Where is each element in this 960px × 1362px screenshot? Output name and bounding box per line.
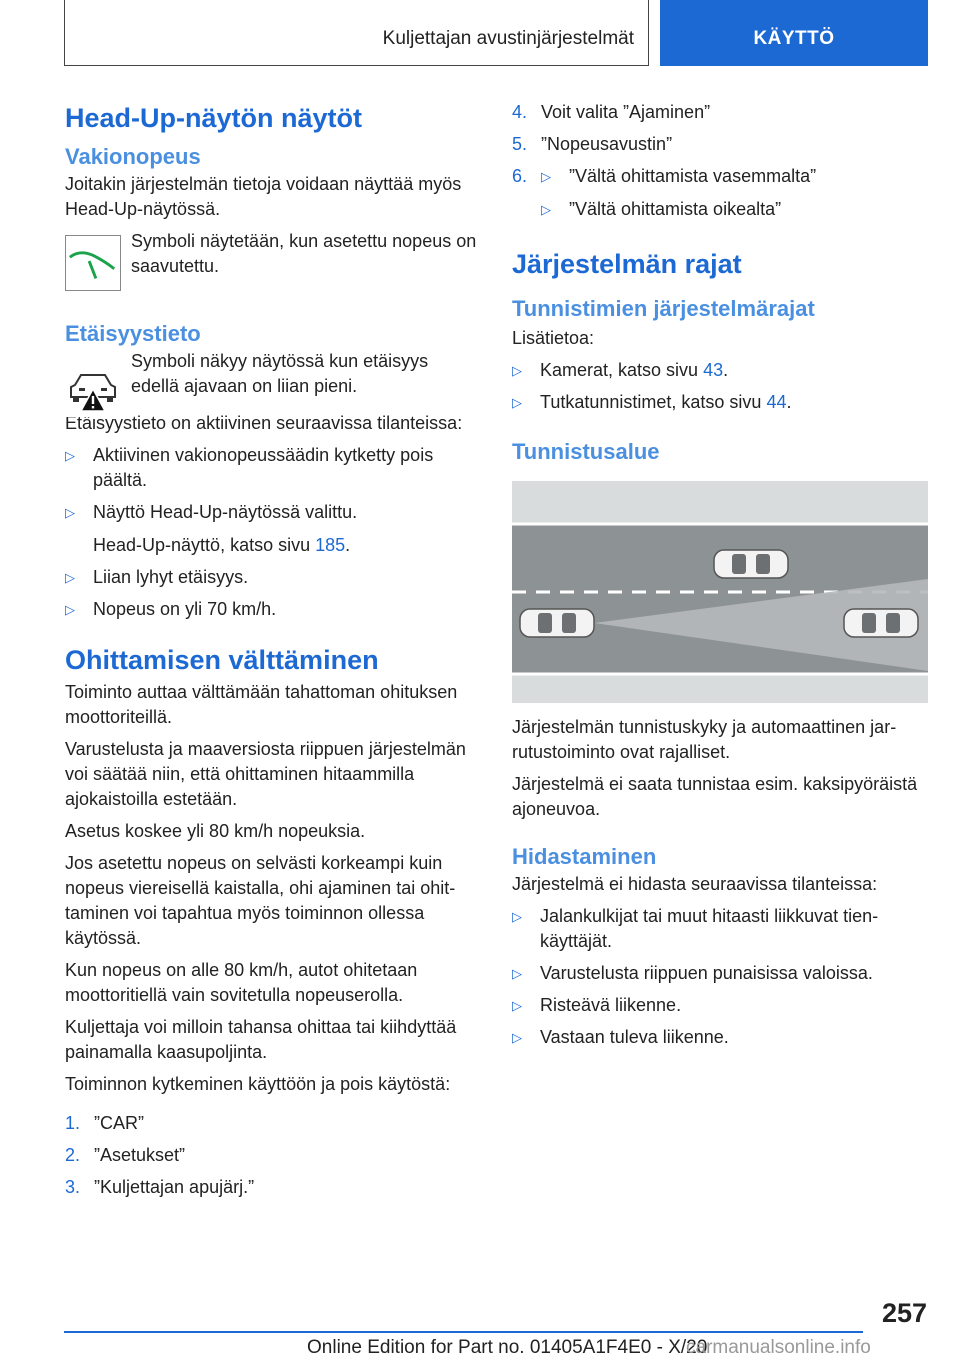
para-speed: Joitakin järjestelmän tietoja voidaan näyttää myös Head-Up-näytössä.	[65, 174, 462, 219]
step-item: 5. ”Nopeusavustin”	[512, 134, 673, 154]
bullet-icon: ▷	[65, 570, 75, 585]
footer-divider	[64, 1331, 863, 1333]
step-item: 2. ”Asetukset”	[65, 1145, 186, 1165]
section-title: KÄYTTÖ	[753, 28, 835, 49]
para-range-1: Järjestelmän tunnistuskyky ja automaattinen jarrutustoiminto ovat rajalliset.	[512, 717, 897, 762]
watermark: carmanualsonline.info	[686, 1337, 871, 1358]
bullet-icon: ▷	[541, 202, 551, 217]
bullet-icon: ▷	[512, 395, 522, 410]
symbol-speed-text: Symboli näytetään, kun asetettu nopeus on saavutettu.	[131, 231, 477, 276]
para-brake: Järjestelmä ei hidasta seuraavissa tilanteissa:	[512, 874, 878, 894]
steps-right	[512, 100, 930, 222]
distance-conditions	[65, 443, 480, 622]
detection-range-illustration	[512, 481, 928, 703]
bullet-icon: ▷	[65, 448, 75, 463]
symbol-speed	[65, 229, 480, 279]
page-link[interactable]: 185	[315, 535, 346, 555]
para-overtake-5: Kun nopeus on alle 80 km/h, autot ohitetaan moottoritiellä vain sovitetulla nopeuserolla.	[65, 960, 418, 1005]
step-item: 1. ”CAR”	[65, 1113, 144, 1133]
heading-limits: Järjestelmän rajat	[512, 249, 742, 279]
page-link[interactable]: 44	[766, 392, 787, 412]
bullet-icon: ▷	[512, 998, 522, 1013]
bullet-icon: ▷	[512, 909, 522, 924]
step-item: 3. ”Kuljettajan apujärj.”	[65, 1177, 255, 1197]
heading-overtake: Ohittamisen välttäminen	[65, 645, 379, 675]
car-adjacent-lane-icon	[714, 550, 788, 578]
page-header	[64, 0, 928, 66]
para-overtake-4: Jos asetettu nopeus on selvästi korkeampi kuin nopeus viereisellä kaistalla, ohi ajaminen tai ohittaminen voi tapahtua myös toiminnon ollessa käytössä.	[65, 853, 456, 948]
bullet-icon: ▷	[541, 169, 551, 184]
bullet-icon: ▷	[512, 1030, 522, 1045]
list-item: ▷ Liian lyhyt etäisyys.	[65, 565, 480, 590]
chapter-title: Kuljettajan avustinjärjestelmät	[382, 28, 634, 49]
car-ego-icon	[520, 609, 594, 637]
list-item: ▷ Aktiivinen vakionopeussäädin kytketty pois päältä.	[65, 445, 434, 490]
left-column	[65, 100, 480, 1200]
para-overtake-3: Asetus koskee yli 80 km/h nopeuksia.	[65, 821, 366, 841]
heading-speed: Vakionopeus	[65, 144, 201, 169]
chapter-tab	[64, 0, 649, 66]
distance-warning-icon	[65, 361, 121, 417]
heading-hud: Head-Up-näytön näytöt	[65, 103, 362, 133]
list-item: ▷ Vastaan tuleva liikenne.	[512, 1025, 930, 1050]
heading-sensors: Tunnistimien järjestelmärajat	[512, 296, 815, 321]
step-options: ▷ ”Vältä ohittamista oikealta”	[541, 197, 930, 222]
para-info: Lisätietoa:	[512, 328, 595, 348]
list-item: ▷ Nopeus on yli 70 km/h.	[65, 597, 480, 622]
right-column	[512, 100, 930, 1050]
car-ahead-icon	[844, 609, 918, 637]
bullet-icon: ▷	[512, 966, 522, 981]
step-item: 4. Voit valita ”Ajaminen”	[512, 102, 711, 122]
list-item: ▷ Kamerat, katso sivu 43.	[512, 358, 930, 383]
step-options: ▷ ”Vältä ohittamista vasemmalta”	[541, 164, 930, 189]
para-overtake-6: Kuljettaja voi milloin tahansa ohittaa tai kiihdyttää painamalla kaasupoljinta.	[65, 1017, 457, 1062]
list-item: ▷ Risteävä liikenne.	[512, 993, 930, 1018]
section-tab	[660, 0, 928, 66]
para-overtake-1: Toiminto auttaa välttämään tahattoman ohituksen moottoriteillä.	[65, 682, 458, 727]
list-item: ▷ Näyttö Head-Up-näytössä valittu. Head-Up-näyttö, katso sivu 185.	[65, 500, 480, 558]
para-distance: Etäisyystieto on aktiivinen seuraavissa tilanteissa:	[65, 413, 463, 433]
sensor-refs	[512, 358, 930, 415]
bullet-icon: ▷	[65, 505, 75, 520]
steps-left	[65, 1111, 480, 1200]
bullet-icon: ▷	[512, 363, 522, 378]
list-item: ▷ Jalankulkijat tai muut hitaasti liikkuvat tienkäyttäjät.	[512, 906, 879, 951]
para-overtake-7: Toiminnon kytkeminen käyttöön ja pois käytöstä:	[65, 1074, 451, 1094]
list-item: ▷ Varustelusta riippuen punaisissa valoissa.	[512, 961, 930, 986]
list-item: ▷ Tutkatunnistimet, katso sivu 44.	[512, 390, 930, 415]
page-number: 257	[881, 1298, 927, 1328]
symbol-distance-text: Symboli näkyy näytössä kun etäisyys edellä ajavaan on liian pieni.	[131, 351, 429, 396]
bullet-icon: ▷	[65, 602, 75, 617]
para-overtake-2: Varustelusta ja maaversiosta riippuen järjestelmän voi säätää niin, että ohittaminen hitaammilla ajokaistoilla estetään.	[65, 739, 466, 809]
heading-range: Tunnistusalue	[512, 439, 660, 464]
edition-text: Online Edition for Part no. 01405A1F4E0 - X/20	[307, 1337, 708, 1358]
step-item: 6. ▷ ”Vältä ohittamista vasemmalta” ▷ ”Vältä ohittamista oikealta”	[512, 164, 930, 222]
page-link[interactable]: 43	[703, 360, 724, 380]
para-range-2: Järjestelmä ei saata tunnistaa esim. kaksipyöräistä ajoneuvoa.	[512, 774, 918, 819]
heading-distance: Etäisyystieto	[65, 321, 201, 346]
cross-reference: Head-Up-näyttö, katso sivu 185.	[93, 535, 351, 555]
brake-conditions	[512, 904, 930, 1050]
heading-brake: Hidastaminen	[512, 844, 657, 869]
page-footer	[0, 1337, 960, 1362]
speed-reached-icon	[65, 235, 121, 291]
symbol-distance	[65, 349, 480, 399]
